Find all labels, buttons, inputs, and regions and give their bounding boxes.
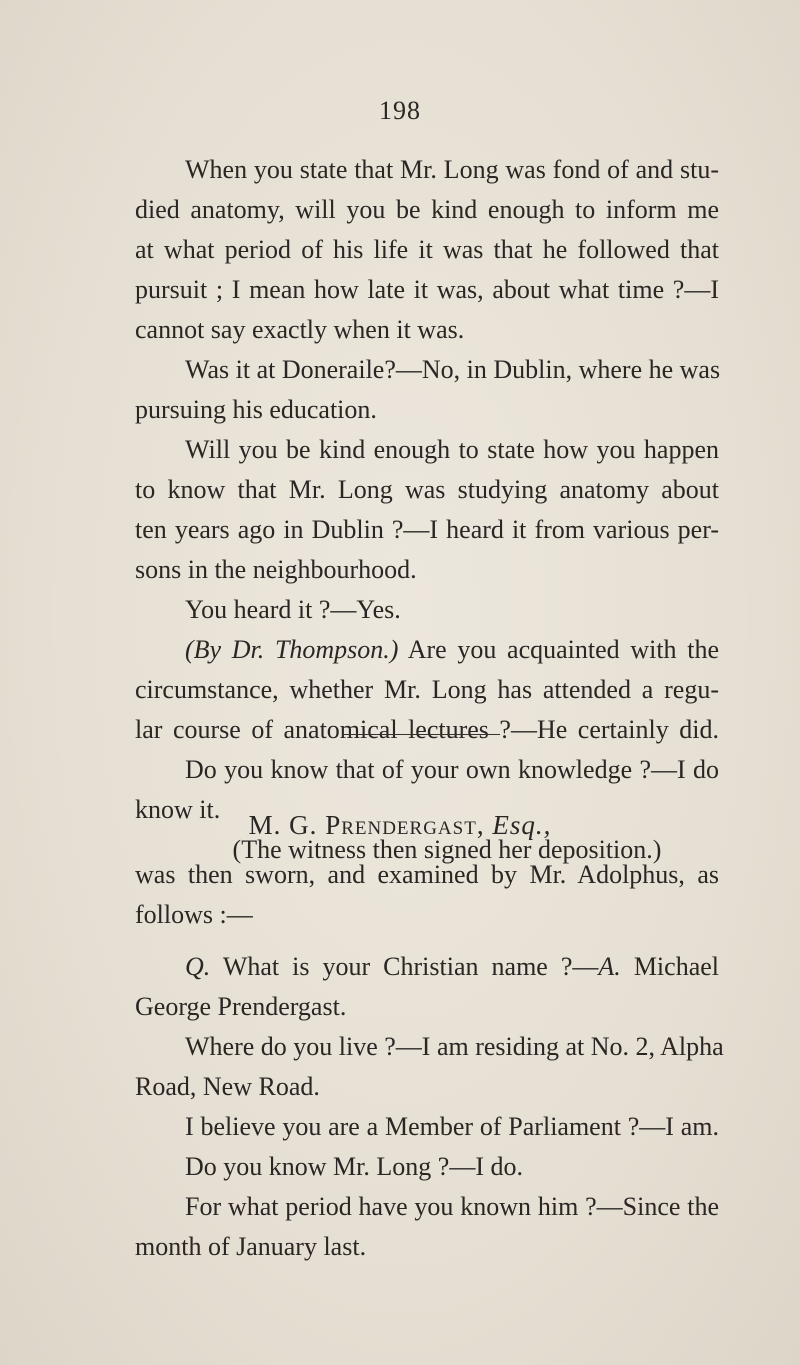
text-line: Where do you live ?—I am residing at No. 2, Alpha <box>185 1032 724 1061</box>
text-line: at what period of his life it was that he followed that <box>135 235 719 264</box>
text-line: Do you know Mr. Long ?—I do. <box>185 1152 523 1181</box>
text-line <box>135 630 719 670</box>
text-line: sons in the neighbourhood. <box>135 555 417 584</box>
text-line: to know that Mr. Long was studying anatomy about <box>135 475 719 504</box>
deposition-text-upper <box>135 150 719 870</box>
line-text: What is your Christian name ?— <box>210 952 599 981</box>
deposition-text-lower <box>135 855 724 1267</box>
text-line: was then sworn, and examined by Mr. Adolphus, as <box>135 860 719 889</box>
text-line: pursuing his education. <box>135 395 377 424</box>
text-line: know it. <box>135 795 221 824</box>
question-label: Q. <box>185 952 211 981</box>
text-line: You heard it ?—Yes. <box>185 595 401 624</box>
witness-title: Esq., <box>492 810 552 840</box>
section-divider <box>342 734 500 735</box>
text-line: circumstance, whether Mr. Long has attended a regu- <box>135 675 719 704</box>
text-line: cannot say exactly when it was. <box>135 315 465 344</box>
text-line: George Prendergast. <box>135 992 347 1021</box>
text-line: I believe you are a Member of Parliament ?—I am. <box>185 1112 719 1141</box>
witness-surname: Prendergast, <box>325 810 485 840</box>
line-tail: Michael <box>620 952 720 981</box>
speaker-attribution: (By Dr. Thompson.) <box>185 635 399 664</box>
text-line: pursuit ; I mean how late it was, about what time ?—I <box>135 275 719 304</box>
text-line: Was it at Doneraile?—No, in Dublin, where he was <box>185 355 721 384</box>
text-line: When you state that Mr. Long was fond of and stu- <box>185 155 719 184</box>
line-continuation: Are you acquainted with the <box>398 635 719 664</box>
stage-direction: (The witness then signed her deposition.) <box>232 835 662 864</box>
text-line: died anatomy, will you be kind enough to inform me <box>135 195 719 224</box>
text-line: month of January last. <box>135 1232 367 1261</box>
answer-label: A. <box>598 952 621 981</box>
text-line: follows :— <box>135 900 253 929</box>
text-line: ten years ago in Dublin ?—I heard it from various per- <box>135 515 719 544</box>
witness-heading <box>0 810 800 841</box>
text-line: Road, New Road. <box>135 1072 320 1101</box>
text-line: Will you be kind enough to state how you happen <box>185 435 719 464</box>
text-line: lar course of anatomical lectures ?—He certainly did. <box>135 715 719 744</box>
witness-initials: M. G. <box>248 810 318 840</box>
page-number: 198 <box>379 96 421 125</box>
text-line <box>135 947 719 987</box>
text-line: For what period have you known him ?—Since the <box>185 1192 719 1221</box>
text-line: Do you know that of your own knowledge ?—I do <box>185 755 719 784</box>
